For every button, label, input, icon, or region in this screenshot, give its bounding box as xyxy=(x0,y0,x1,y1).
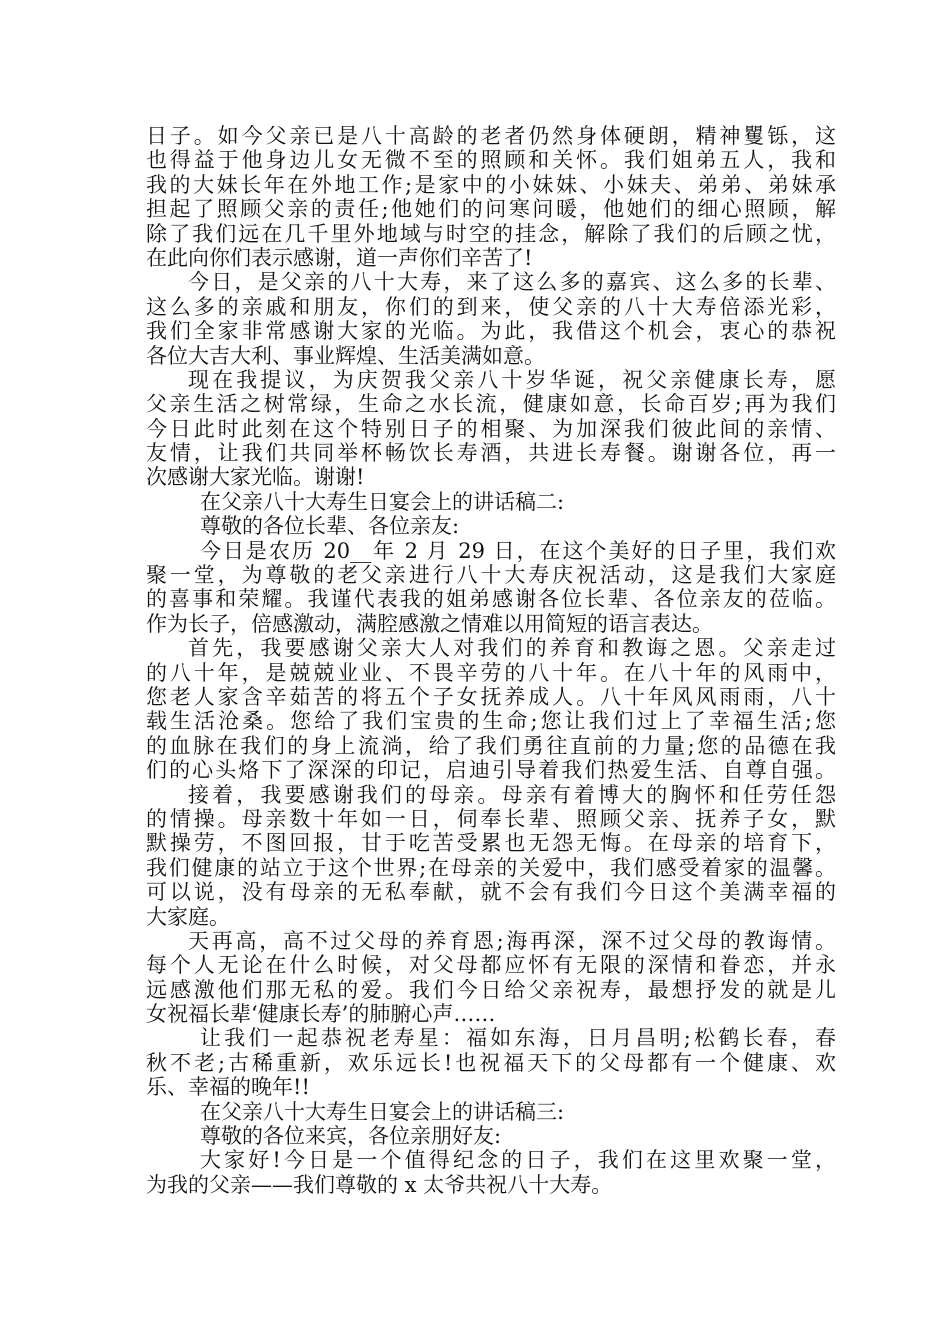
text-line: 远感激他们那无私的爱。我们今日给父亲祝寿，最想抒发的就是儿 xyxy=(146,977,836,1002)
text-line: 乐、幸福的晚年!! xyxy=(146,1075,310,1100)
text-line: 载生活沧桑。您给了我们宝贵的生命;您让我们过上了幸福生活;您 xyxy=(146,709,836,734)
text-line: 大家庭。 xyxy=(146,904,230,929)
salutation: 尊敬的各位长辈、各位亲友: xyxy=(200,514,460,539)
text-line: 的八十年，是兢兢业业、不畏辛劳的八十年。在八十年的风雨中， xyxy=(146,660,836,685)
text-line: 今日此时此刻在这个特别日子的相聚、为加深我们彼此间的亲情、 xyxy=(146,416,836,441)
text-line: 的情操。母亲数十年如一日，伺奉长辈、照顾父亲、抚养子女，默 xyxy=(146,806,836,831)
text-line: 这么多的亲戚和朋友，你们的到来，使父亲的八十大寿倍添光彩， xyxy=(146,294,836,319)
text-line: 聚一堂，为尊敬的老父亲进行八十大寿庆祝活动，这是我们大家庭 xyxy=(146,563,836,588)
text-line: 我的大妹长年在外地工作;是家中的小妹妹、小妹夫、弟弟、弟妹承 xyxy=(146,172,836,197)
paragraph-start-line: 今日，是父亲的八十大寿，来了这么多的嘉宾、这么多的长辈、 xyxy=(188,270,836,295)
text-line: 我们全家非常感谢大家的光临。为此，我借这个机会，衷心的恭祝 xyxy=(146,319,836,344)
section-heading: 在父亲八十大寿生日宴会上的讲话稿三: xyxy=(200,1099,565,1124)
text-line: 在此向你们表示感谢，道一声你们辛苦了! xyxy=(146,245,533,270)
text-line: 我们健康的站立于这个世界;在母亲的关爱中，我们感受着家的温馨。 xyxy=(146,855,836,880)
salutation: 尊敬的各位来宾，各位亲朋好友: xyxy=(200,1124,502,1149)
paragraph-start-line: 天再高，高不过父母的养育恩;海再深，深不过父母的教诲情。 xyxy=(188,928,836,953)
text-line: 的血脉在我们的身上流淌，给了我们勇往直前的力量;您的品德在我 xyxy=(146,733,836,758)
text-line: 秋不老;古稀重新，欢乐远长!也祝福天下的父母都有一个健康、欢 xyxy=(146,1050,836,1075)
section-heading: 在父亲八十大寿生日宴会上的讲话稿二: xyxy=(200,489,565,514)
paragraph-start-line: 让我们一起恭祝老寿星：福如东海，日月昌明;松鹤长春，春 xyxy=(200,1026,836,1051)
text-line: 默操劳，不图回报，甘于吃苦受累也无怨无悔。在母亲的培育下， xyxy=(146,831,836,856)
text-line: 除了我们远在几千里外地域与时空的挂念，解除了我们的后顾之忧， xyxy=(146,221,836,246)
text-line: 为我的父亲——我们尊敬的 x 太爷共祝八十大寿。 xyxy=(146,1172,613,1197)
text-line: 也得益于他身边儿女无微不至的照顾和关怀。我们姐弟五人，我和 xyxy=(146,148,836,173)
paragraph-start-line: 今日是农历 20__年 2 月 29 日，在这个美好的日子里，我们欢 xyxy=(200,538,836,563)
text-line: 日子。如今父亲已是八十高龄的老者仍然身体硬朗，精神矍铄，这 xyxy=(146,124,836,148)
text-line: 担起了照顾父亲的责任;他她们的问寒问暖，他她们的细心照顾，解 xyxy=(146,197,836,222)
text-line: 们的心头烙下了深深的印记，启迪引导着我们热爱生活、自尊自强。 xyxy=(146,758,836,783)
text-line: 可以说，没有母亲的无私奉献，就不会有我们今日这个美满幸福的 xyxy=(146,880,836,905)
text-line: 父亲生活之树常绿，生命之水长流，健康如意，长命百岁;再为我们 xyxy=(146,392,836,417)
text-line: 次感谢大家光临。谢谢! xyxy=(146,465,365,490)
paragraph-start-line: 现在我提议，为庆贺我父亲八十岁华诞，祝父亲健康长寿，愿 xyxy=(188,367,836,392)
paragraph-start-line: 首先，我要感谢父亲大人对我们的养育和教诲之恩。父亲走过 xyxy=(188,636,836,661)
text-line: 您老人家含辛茹苦的将五个子女抚养成人。八十年风风雨雨，八十 xyxy=(146,684,836,709)
text-line: 每个人无论在什么时候，对父母都应怀有无限的深情和眷恋，并永 xyxy=(146,953,836,978)
paragraph-start-line: 大家好!今日是一个值得纪念的日子，我们在这里欢聚一堂， xyxy=(200,1148,836,1173)
text-line: 友情，让我们共同举杯畅饮长寿酒，共进长寿餐。谢谢各位，再一 xyxy=(146,441,836,466)
text-line: 各位大吉大利、事业辉煌、生活美满如意。 xyxy=(146,343,545,368)
text-line: 作为长子，倍感激动，满腔感激之情难以用简短的语言表达。 xyxy=(146,611,713,636)
document-page xyxy=(146,124,836,1197)
paragraph-start-line: 接着，我要感谢我们的母亲。母亲有着博大的胸怀和任劳任怨 xyxy=(188,782,836,807)
text-line: 的喜事和荣耀。我谨代表我的姐弟感谢各位长辈、各位亲友的莅临。 xyxy=(146,587,836,612)
text-line: 女祝福长辈‘健康长寿’的肺腑心声…… xyxy=(146,1002,496,1027)
